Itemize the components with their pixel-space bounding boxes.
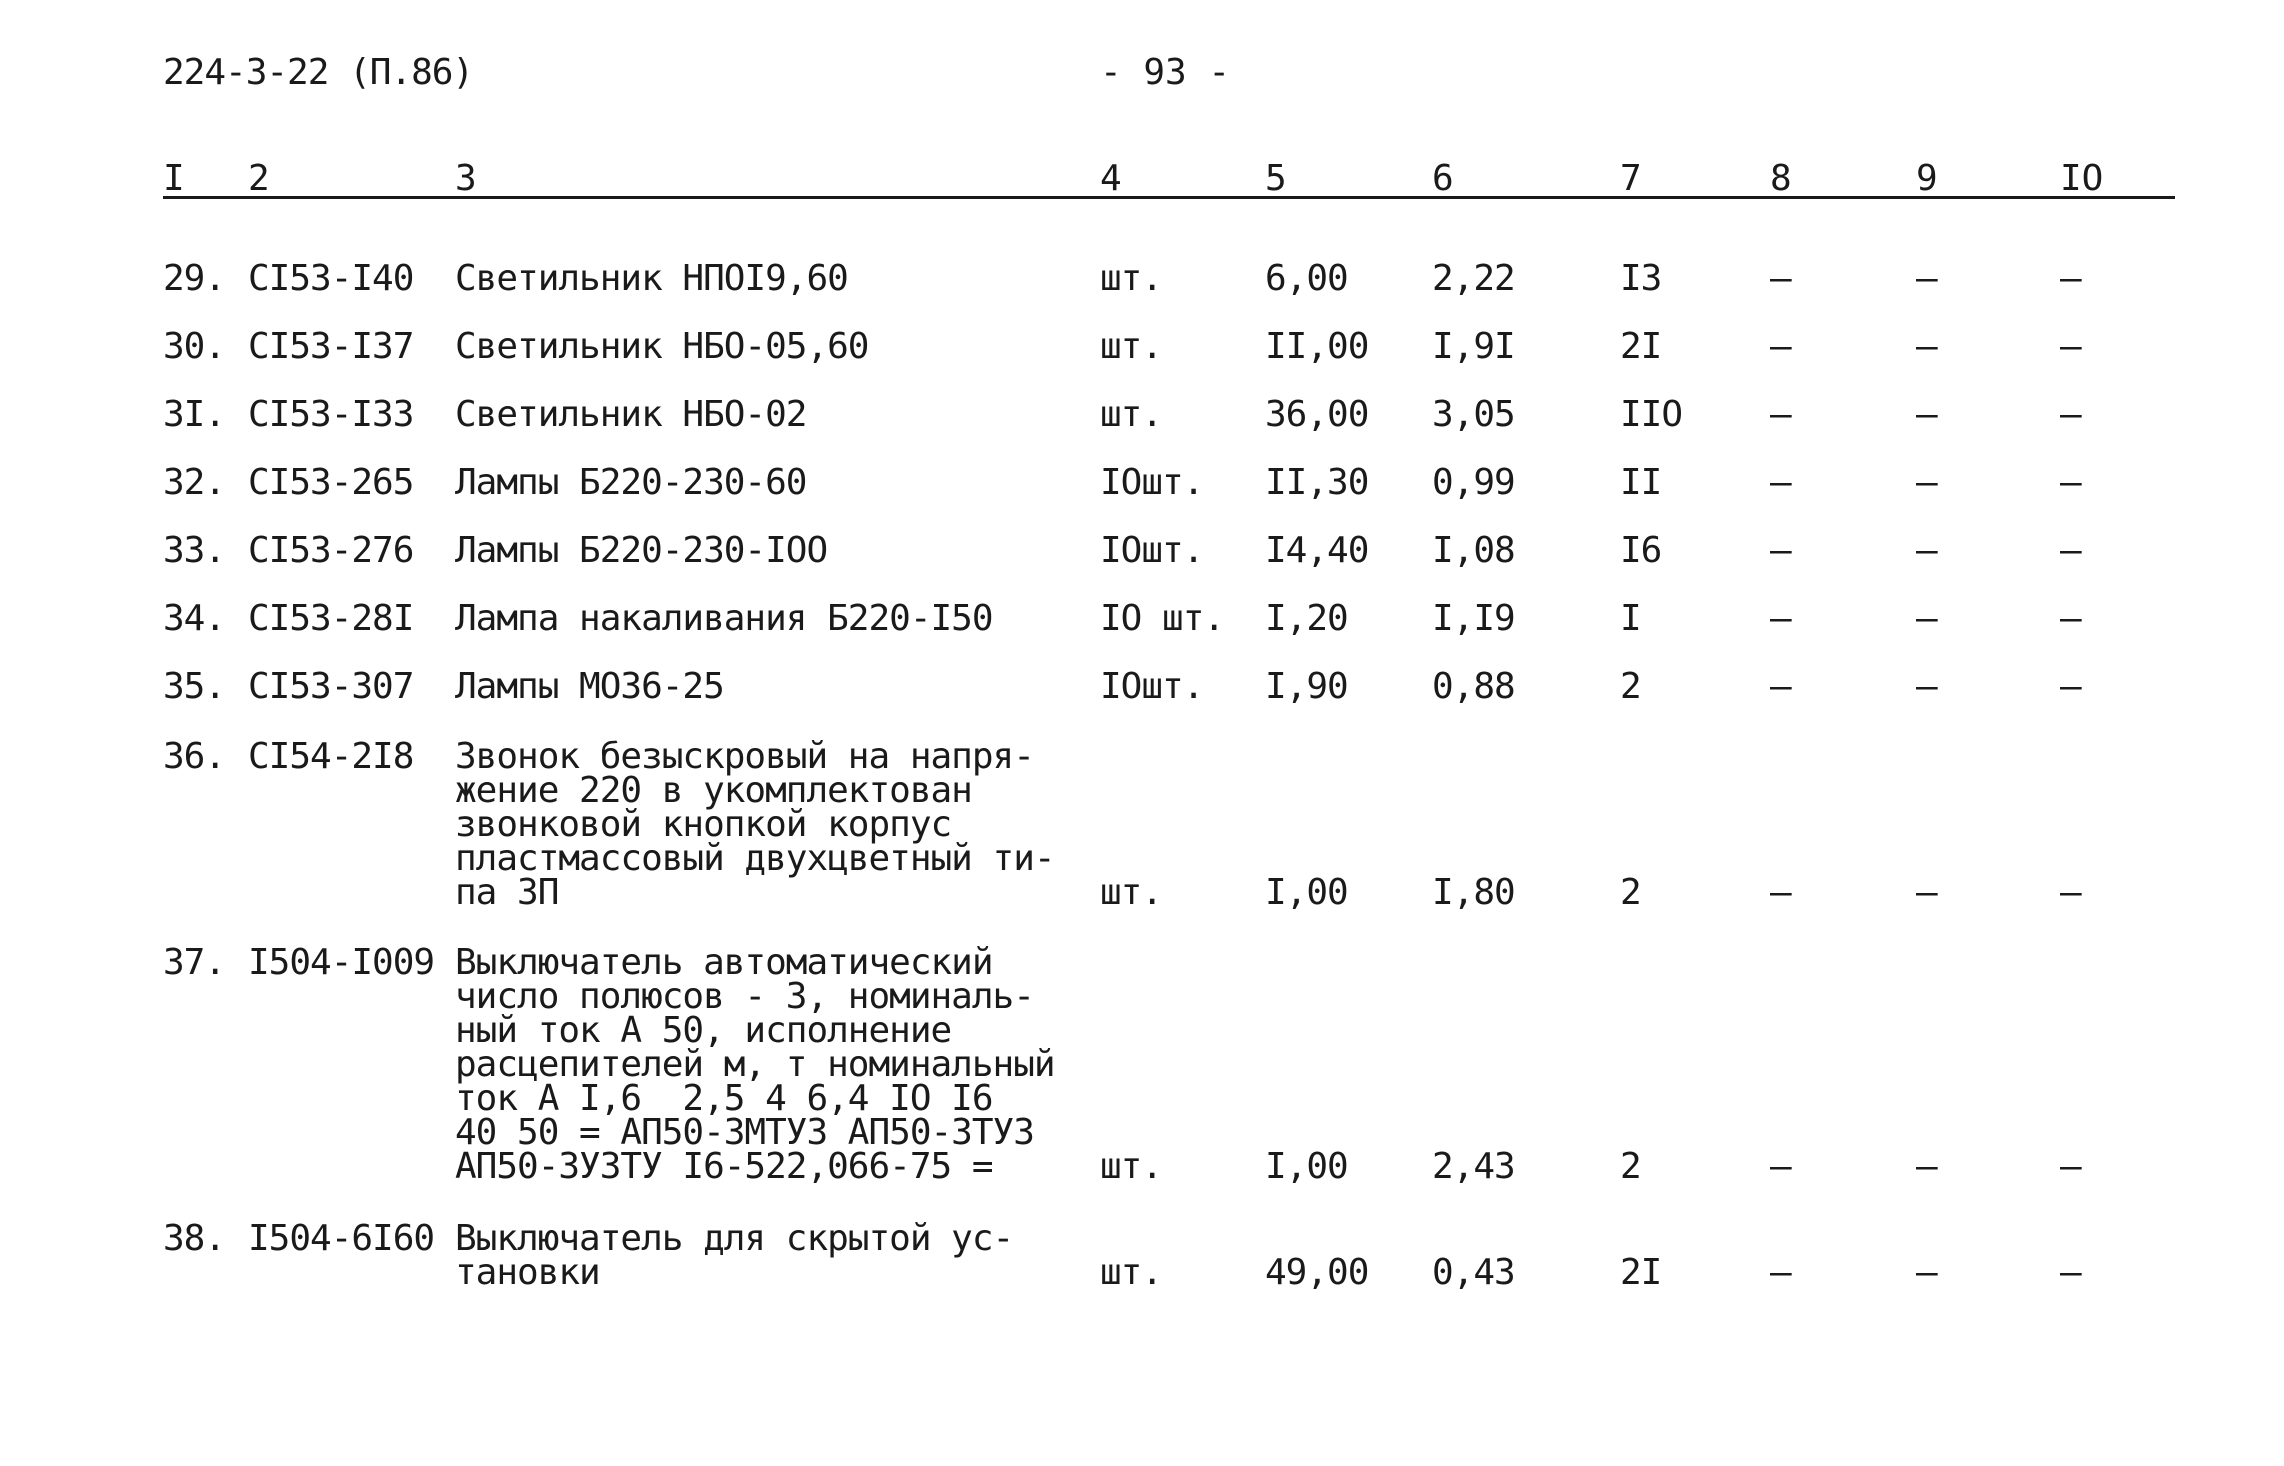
row-unit: шт. <box>1100 872 1163 913</box>
row-code: I504-6I60 <box>248 1218 435 1259</box>
row-col7: 2I <box>1620 1252 1662 1293</box>
row-description: Лампы МО36-25 <box>455 666 724 707</box>
column-header-3: 3 <box>455 158 477 199</box>
row-quantity: I,20 <box>1265 598 1348 639</box>
row-quantity: 36,00 <box>1265 394 1369 435</box>
row-col9: – <box>1916 666 1937 707</box>
row-col9: – <box>1916 1146 1937 1187</box>
row-col7: 2I <box>1620 326 1662 367</box>
row-unit: шт. <box>1100 1252 1163 1293</box>
column-header-row <box>0 158 2284 198</box>
column-header-9: 9 <box>1916 158 1938 199</box>
row-quantity: 49,00 <box>1265 1252 1369 1293</box>
column-header-6: 6 <box>1432 158 1454 199</box>
row-col8: – <box>1770 598 1791 639</box>
row-description: Светильник НБО-02 <box>455 394 807 435</box>
row-col6: 0,99 <box>1432 462 1515 503</box>
row-col10: – <box>2060 1146 2081 1187</box>
row-col10: – <box>2060 326 2081 367</box>
row-code: CI53-307 <box>248 666 414 707</box>
row-col10: – <box>2060 598 2081 639</box>
row-col6: 2,43 <box>1432 1146 1515 1187</box>
row-number: 33. <box>163 530 226 571</box>
row-description: Выключатель для скрытой ус- тановки <box>455 1218 1014 1293</box>
row-description: Светильник НПОI9,60 <box>455 258 848 299</box>
row-number: 32. <box>163 462 226 503</box>
row-quantity: II,00 <box>1265 326 1369 367</box>
row-col10: – <box>2060 258 2081 299</box>
column-header-1: I <box>163 158 185 199</box>
row-col10: – <box>2060 462 2081 503</box>
row-col8: – <box>1770 326 1791 367</box>
row-unit: IOшт. <box>1100 530 1204 571</box>
row-col6: 3,05 <box>1432 394 1515 435</box>
row-description: Звонок безыскровый на напря- жение 220 в укомплектован звонковой кнопкой корпус пластмассовый двухцветный ти- па ЗП <box>455 736 1055 913</box>
row-col7: I <box>1620 598 1641 639</box>
row-col6: I,I9 <box>1432 598 1515 639</box>
row-number: 3I. <box>163 394 226 435</box>
row-col6: 0,88 <box>1432 666 1515 707</box>
row-unit: IOшт. <box>1100 462 1204 503</box>
row-unit: IOшт. <box>1100 666 1204 707</box>
row-number: 36. <box>163 736 226 777</box>
row-description: Лампы Б220-230-IOO <box>455 530 828 571</box>
row-quantity: II,30 <box>1265 462 1369 503</box>
row-col7: I3 <box>1620 258 1662 299</box>
row-col6: I,80 <box>1432 872 1515 913</box>
row-quantity: I4,40 <box>1265 530 1369 571</box>
row-col8: – <box>1770 258 1791 299</box>
column-header-4: 4 <box>1100 158 1122 199</box>
row-code: CI53-276 <box>248 530 414 571</box>
row-col8: – <box>1770 462 1791 503</box>
row-code: CI53-I37 <box>248 326 414 367</box>
column-header-10: IO <box>2060 158 2104 199</box>
row-code: CI53-265 <box>248 462 414 503</box>
row-col10: – <box>2060 872 2081 913</box>
row-unit: шт. <box>1100 258 1163 299</box>
row-number: 30. <box>163 326 226 367</box>
row-col7: 2 <box>1620 1146 1641 1187</box>
row-number: 38. <box>163 1218 226 1259</box>
row-col7: 2 <box>1620 872 1641 913</box>
row-col6: 0,43 <box>1432 1252 1515 1293</box>
row-col10: – <box>2060 394 2081 435</box>
row-quantity: I,90 <box>1265 666 1348 707</box>
row-number: 37. <box>163 942 226 983</box>
row-code: CI54-2I8 <box>248 736 414 777</box>
row-number: 34. <box>163 598 226 639</box>
column-header-7: 7 <box>1620 158 1642 199</box>
row-code: CI53-28I <box>248 598 414 639</box>
row-col9: – <box>1916 394 1937 435</box>
row-quantity: I,00 <box>1265 872 1348 913</box>
column-header-8: 8 <box>1770 158 1792 199</box>
row-description: Светильник НБО-05,60 <box>455 326 869 367</box>
row-col8: – <box>1770 666 1791 707</box>
row-col8: – <box>1770 394 1791 435</box>
row-col7: II <box>1620 462 1662 503</box>
row-unit: IO шт. <box>1100 598 1225 639</box>
column-header-5: 5 <box>1265 158 1287 199</box>
row-col9: – <box>1916 872 1937 913</box>
row-col9: – <box>1916 326 1937 367</box>
row-number: 29. <box>163 258 226 299</box>
row-col6: I,08 <box>1432 530 1515 571</box>
row-col10: – <box>2060 666 2081 707</box>
header-rule <box>163 196 2175 199</box>
row-col10: – <box>2060 530 2081 571</box>
row-col10: – <box>2060 1252 2081 1293</box>
row-unit: шт. <box>1100 326 1163 367</box>
row-col9: – <box>1916 462 1937 503</box>
row-col9: – <box>1916 1252 1937 1293</box>
row-quantity: I,00 <box>1265 1146 1348 1187</box>
page-number: - 93 - <box>1100 52 1231 93</box>
row-quantity: 6,00 <box>1265 258 1348 299</box>
row-col8: – <box>1770 1146 1791 1187</box>
row-col7: I6 <box>1620 530 1662 571</box>
row-unit: шт. <box>1100 1146 1163 1187</box>
row-col9: – <box>1916 598 1937 639</box>
row-col8: – <box>1770 872 1791 913</box>
row-code: CI53-I40 <box>248 258 414 299</box>
row-col6: I,9I <box>1432 326 1515 367</box>
row-description: Лампа накаливания Б220-I50 <box>455 598 993 639</box>
row-col8: – <box>1770 530 1791 571</box>
row-description: Лампы Б220-230-60 <box>455 462 807 503</box>
row-unit: шт. <box>1100 394 1163 435</box>
row-col9: – <box>1916 530 1937 571</box>
row-col7: 2 <box>1620 666 1641 707</box>
row-code: I504-I009 <box>248 942 435 983</box>
document-code: 224-3-22 (П.86) <box>163 52 474 93</box>
column-header-2: 2 <box>248 158 270 199</box>
row-col6: 2,22 <box>1432 258 1515 299</box>
row-description: Выключатель автоматический число полюсов - 3, номиналь- ный ток А 50, исполнение расцепителей м, т номинальный ток А I,6 2,5 4 6,4 IO I6 40 50 = АП50-3МТУЗ АП50-3ТУЗ АП50-3УЗТУ I6-522,066-75 = <box>455 942 1055 1187</box>
row-col9: – <box>1916 258 1937 299</box>
row-col8: – <box>1770 1252 1791 1293</box>
row-number: 35. <box>163 666 226 707</box>
row-code: CI53-I33 <box>248 394 414 435</box>
row-col7: IIO <box>1620 394 1683 435</box>
